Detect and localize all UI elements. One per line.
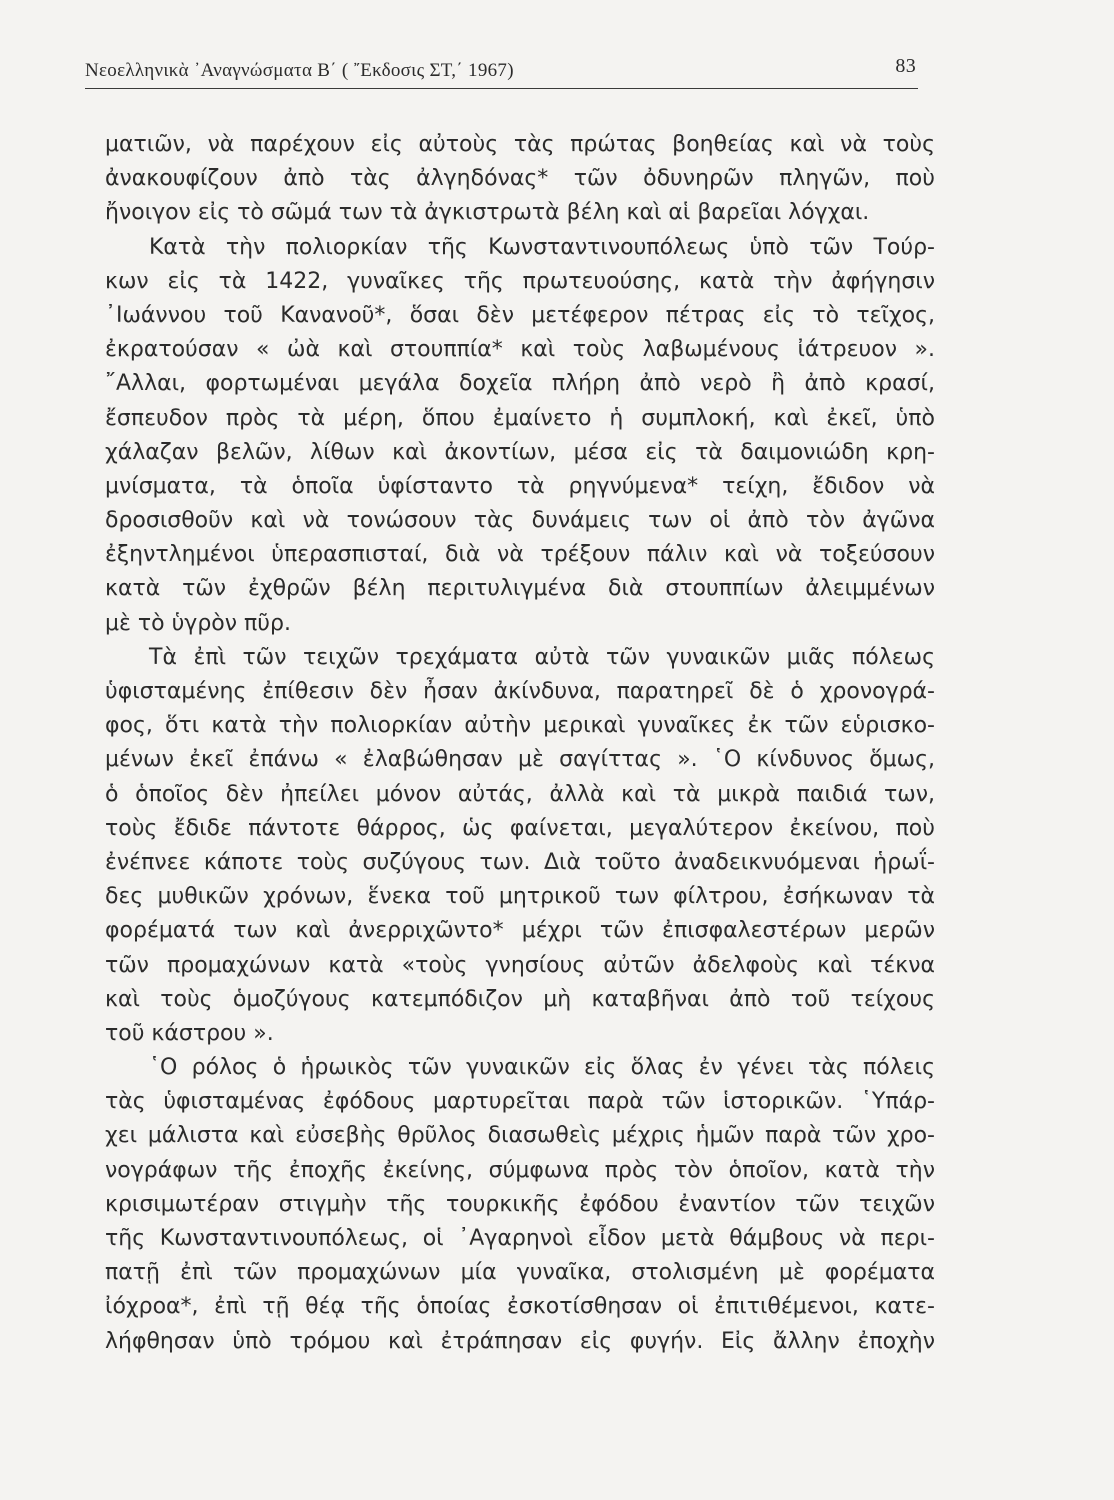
text-line: ὑφισταμένης ἐπίθεσιν δὲν ἦσαν ἀκίνδυνα, παρατηρεῖ δὲ ὁ χρονογρά- xyxy=(105,679,935,704)
header-title: Νεοελληνικὰ ᾿Αναγνώσματα Β΄ ( ῎Εκδοσις ΣΤ,΄ 1967) xyxy=(85,60,514,81)
text-line: δροσισθοῦν καὶ νὰ τονώσουν τὰς δυνάμεις των οἱ ἀπὸ τὸν ἀγῶνα xyxy=(105,508,935,534)
text-line: μένων ἐκεῖ ἐπάνω « ἐλαβώθησαν μὲ σαγίττας ». ῾Ο κίνδυνος ὅμως, xyxy=(105,747,935,773)
header-rule xyxy=(85,88,918,89)
text-line: νογράφων τῆς ἐποχῆς ἐκείνης, σύμφωνα πρὸς τὸν ὁποῖον, κατὰ τὴν xyxy=(105,1157,935,1183)
text-line: κρισιμωτέραν στιγμὴν τῆς τουρκικῆς ἐφόδου ἐναντίον τῶν τειχῶν xyxy=(105,1191,935,1217)
text-line: ματιῶν, νὰ παρέχουν εἰς αὐτοὺς τὰς πρώτας βοηθείας καὶ νὰ τοὺς xyxy=(105,132,935,157)
text-line: μνίσματα, τὰ ὁποῖα ὑφίσταντο τὰ ρηγνύμενα* τείχη, ἔδιδον νὰ xyxy=(105,473,935,499)
text-line: ἀνακουφίζουν ἀπὸ τὰς ἀλγηδόνας* τῶν ὀδυνηρῶν πληγῶν, ποὺ xyxy=(105,166,935,192)
text-line: ὁ ὁποῖος δὲν ἠπείλει μόνον αὐτάς, ἀλλὰ καὶ τὰ μικρὰ παιδιά των, xyxy=(105,781,935,807)
text-line: πατῇ ἐπὶ τῶν προμαχώνων μία γυναῖκα, στολισμένη μὲ φορέματα xyxy=(105,1260,935,1286)
text-line: δες μυθικῶν χρόνων, ἕνεκα τοῦ μητρικοῦ των φίλτρου, ἐσήκωναν τὰ xyxy=(105,884,935,910)
text-line: Τὰ ἐπὶ τῶν τειχῶν τρεχάματα αὐτὰ τῶν γυναικῶν μιᾶς πόλεως xyxy=(149,644,935,670)
text-line: ἐνέπνεε κάποτε τοὺς συζύγους των. Διὰ τοῦτο ἀναδεικνυόμεναι ἡρωΐ- xyxy=(105,849,935,875)
text-line: Κατὰ τὴν πολιορκίαν τῆς Κωνσταντινουπόλεως ὑπὸ τῶν Τούρ- xyxy=(149,234,935,260)
body-text xyxy=(105,128,935,1359)
text-line: τὰς ὑφισταμένας ἐφόδους μαρτυρεῖται παρὰ τῶν ἱστορικῶν. ῾Υπάρ- xyxy=(105,1089,935,1115)
text-line: ῾Ο ρόλος ὁ ἡρωικὸς τῶν γυναικῶν εἰς ὅλας ἐν γένει τὰς πόλεις xyxy=(149,1055,935,1081)
text-line: τῆς Κωνσταντινουπόλεως, οἱ ᾿Αγαρηνοὶ εἶδον μετὰ θάμβους νὰ περι- xyxy=(105,1226,935,1251)
text-line: ἔσπευδον πρὸς τὰ μέρη, ὅπου ἐμαίνετο ἡ συμπλοκή, καὶ ἐκεῖ, ὑπὸ xyxy=(105,405,935,431)
text-line: χει μάλιστα καὶ εὐσεβὴς θρῦλος διασωθεὶς μέχρις ἡμῶν παρὰ τῶν χρο- xyxy=(105,1123,935,1149)
text-line: κων εἰς τὰ 1422, γυναῖκες τῆς πρωτευούσης, κατὰ τὴν ἀφήγησιν xyxy=(105,268,935,294)
text-line: κατὰ τῶν ἐχθρῶν βέλη περιτυλιγμένα διὰ στουππίων ἀλειμμένων xyxy=(105,576,935,602)
text-line: λήφθησαν ὑπὸ τρόμου καὶ ἐτράπησαν εἰς φυγήν. Εἰς ἄλλην ἐποχὴν xyxy=(105,1328,935,1354)
text-line: φος, ὅτι κατὰ τὴν πολιορκίαν αὐτὴν μερικαὶ γυναῖκες ἐκ τῶν εὑρισκο- xyxy=(105,713,935,739)
text-line: φορέματά των καὶ ἀνερριχῶντο* μέχρι τῶν ἐπισφαλεστέρων μερῶν xyxy=(105,918,935,944)
text-line: ἰόχροα*, ἐπὶ τῇ θέᾳ τῆς ὁποίας ἐσκοτίσθησαν οἱ ἐπιτιθέμενοι, κατε- xyxy=(105,1294,935,1320)
text-line: ῎Αλλαι, φορτωμέναι μεγάλα δοχεῖα πλήρη ἀπὸ νερὸ ἢ ἀπὸ κρασί, xyxy=(105,371,935,397)
text-line: ἐξηντλημένοι ὑπερασπισταί, διὰ νὰ τρέξουν πάλιν καὶ νὰ τοξεύσουν xyxy=(105,542,935,568)
text-line: τοῦ κάστρου ». xyxy=(105,1020,274,1046)
text-line: καὶ τοὺς ὁμοζύγους κατεμπόδιζον μὴ καταβῆναι ἀπὸ τοῦ τείχους xyxy=(105,986,935,1012)
text-line: μὲ τὸ ὑγρὸν πῦρ. xyxy=(105,610,291,636)
text-line: ἤνοιγον εἰς τὸ σῶμά των τὰ ἀγκιστρωτὰ βέλη καὶ αἱ βαρεῖαι λόγχαι. xyxy=(105,200,870,226)
text-line: ἐκρατούσαν « ὠὰ καὶ στουππία* καὶ τοὺς λαβωμένους ἰάτρευον ». xyxy=(105,337,935,363)
text-line: τοὺς ἔδιδε πάντοτε θάρρος, ὡς φαίνεται, μεγαλύτερον ἐκείνου, ποὺ xyxy=(105,815,935,841)
page-number: 83 xyxy=(895,55,916,77)
text-line: τῶν προμαχώνων κατὰ «τοὺς γνησίους αὐτῶν ἀδελφοὺς καὶ τέκνα xyxy=(105,952,935,978)
running-header xyxy=(85,55,920,88)
text-line: ᾿Ιωάννου τοῦ Κανανοῦ*, ὅσαι δὲν μετέφερον πέτρας εἰς τὸ τεῖχος, xyxy=(105,302,935,328)
text-line: χάλαζαν βελῶν, λίθων καὶ ἀκοντίων, μέσα εἰς τὰ δαιμονιώδη κρη- xyxy=(105,439,935,465)
